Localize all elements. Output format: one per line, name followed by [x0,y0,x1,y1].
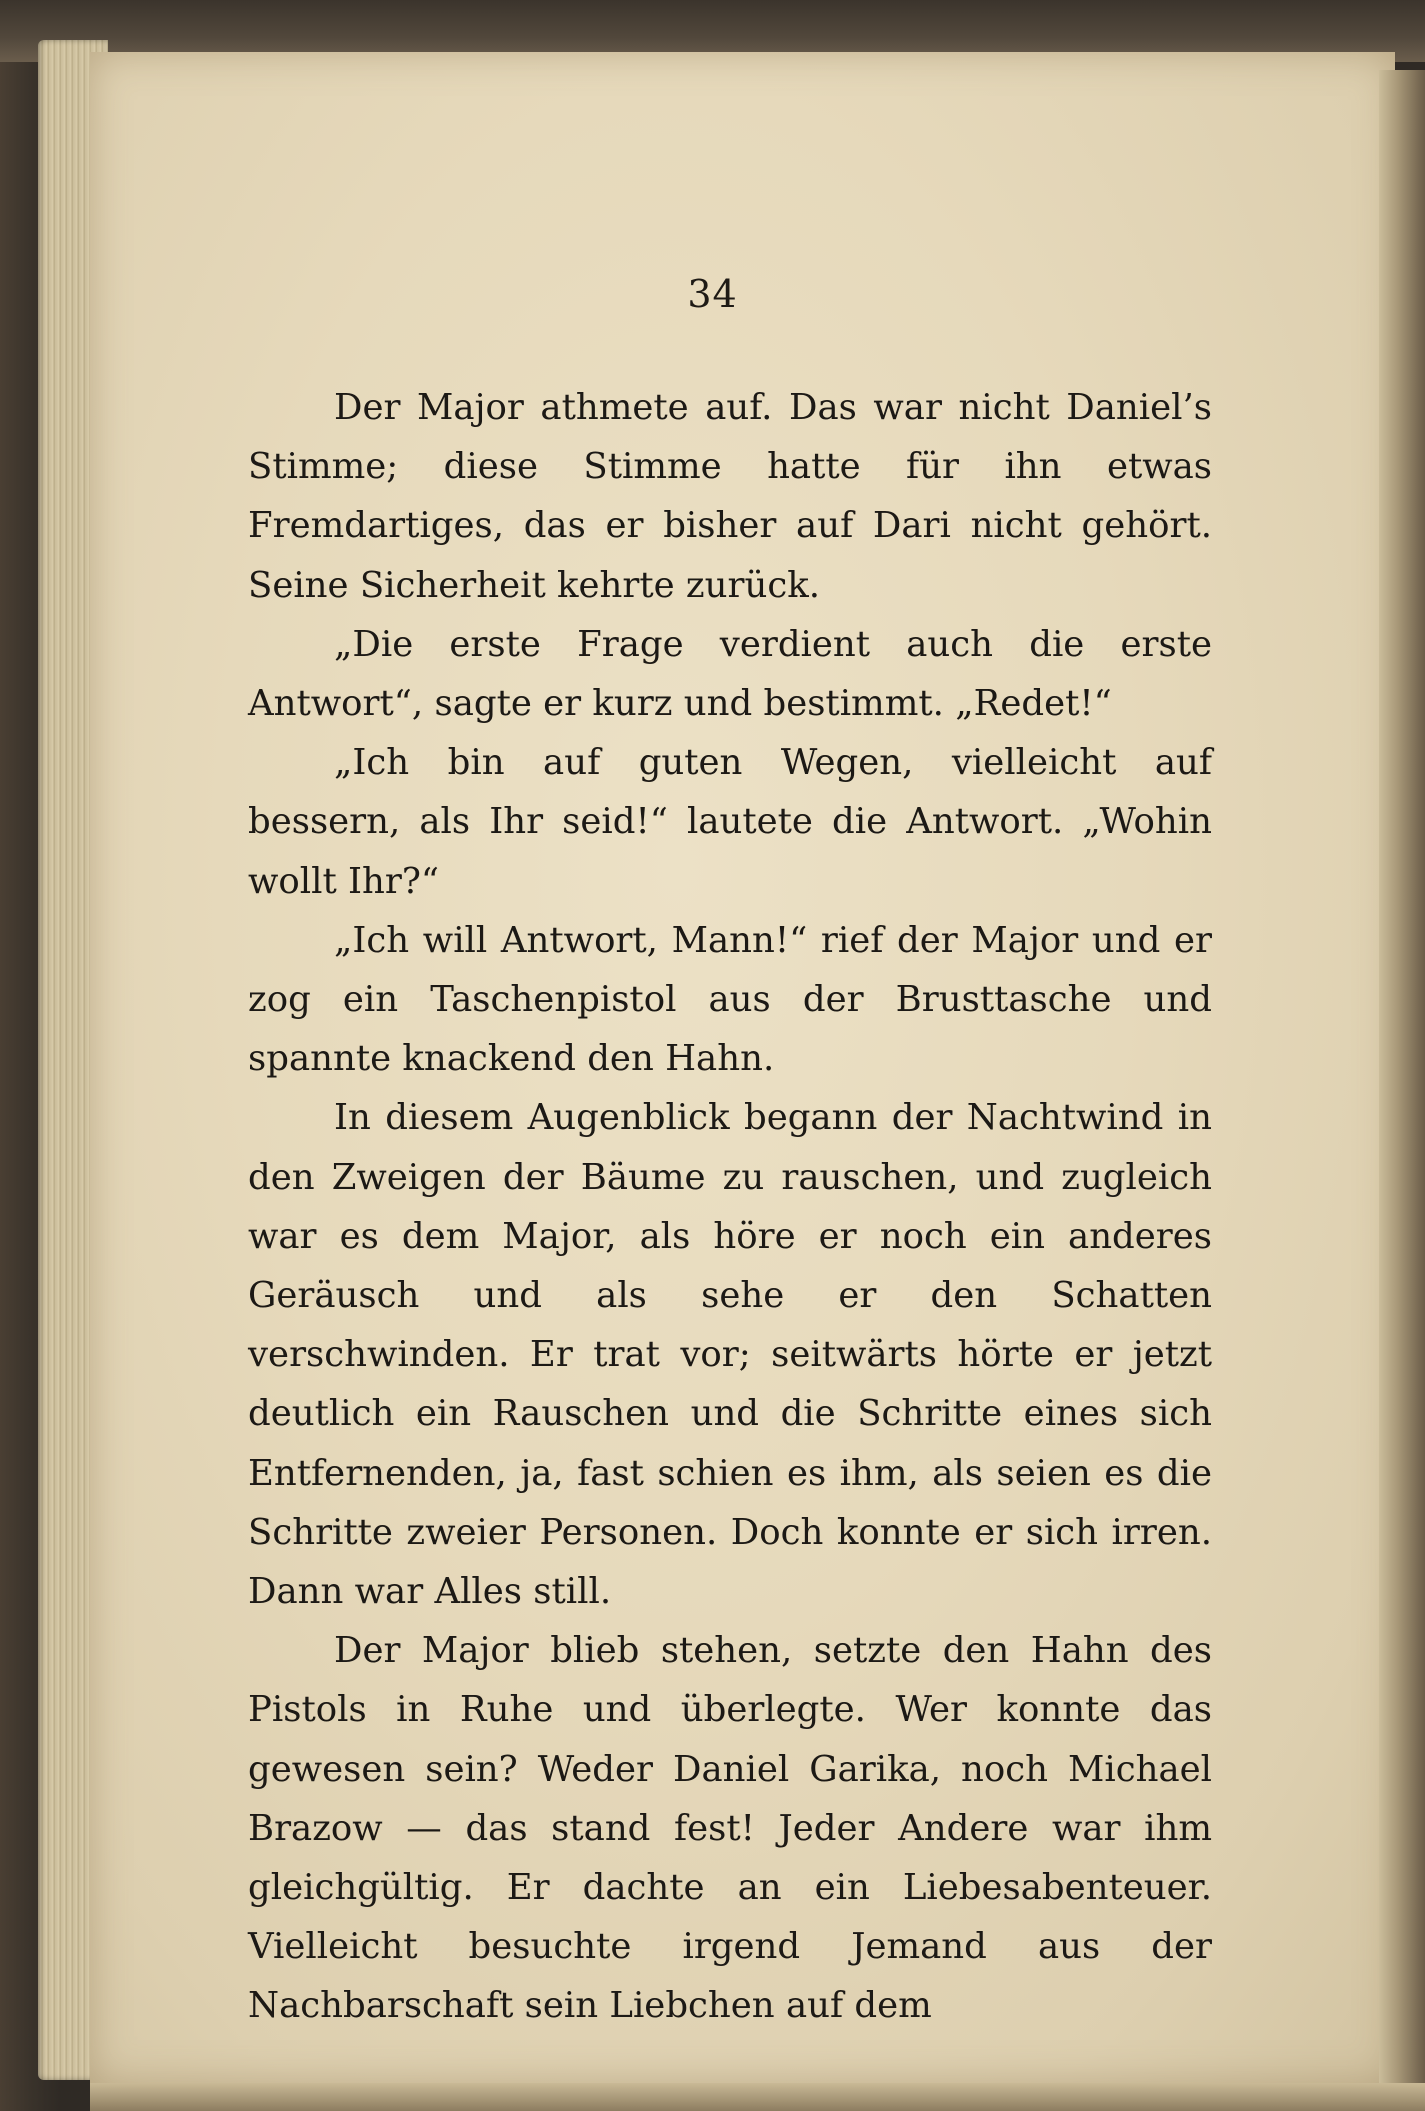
paragraph: Der Major athmete auf. Das war nicht Daniel’s Stimme; diese Stimme hatte für ihn etwas Fremdartiges, das er bisher auf Dari nicht gehört. Seine Sicherheit kehrte zurück. [248,387,1212,606]
body-text [248,378,1212,2036]
page-number: 34 [687,272,738,316]
book-spine-edge [1379,70,1425,2111]
paragraph: „Ich bin auf guten Wegen, vielleicht auf bessern, als Ihr seid!“ lautete die Antwort. „Wohin wollt Ihr?“ [248,742,1212,902]
paragraph: In diesem Augenblick begann der Nachtwind in den Zweigen der Bäume zu rauschen, und zugleich war es dem Major, als höre er noch ein anderes Geräusch und als sehe er den Schatten verschwinden. Er trat vor; seitwärts hörte er jetzt deutlich ein Rauschen und die Schritte eines sich Entfernenden, ja, fast schien es ihm, als seien es die Schritte zweier Personen. Doch konnte er sich irren. Dann war Alles still. [248,1097,1212,1613]
paragraph: Der Major blieb stehen, setzte den Hahn des Pistols in Ruhe und überlegte. Wer konnte das gewesen sein? Weder Daniel Garika, noch Michael Brazow — das stand fest! Jeder Andere war ihm gleichgültig. Er dachte an ein Liebesabenteuer. Vielleicht besuchte irgend Jemand aus der Nachbarschaft sein Liebchen auf dem [248,1630,1212,2027]
page-bottom-edge [90,2083,1425,2111]
paragraph: „Ich will Antwort, Mann!“ rief der Major und er zog ein Taschenpistol aus der Brusttasche und spannte knackend den Hahn. [248,919,1212,1080]
paragraph: „Die erste Frage verdient auch die erste Antwort“, sagte er kurz und bestimmt. „Redet!“ [248,623,1212,725]
